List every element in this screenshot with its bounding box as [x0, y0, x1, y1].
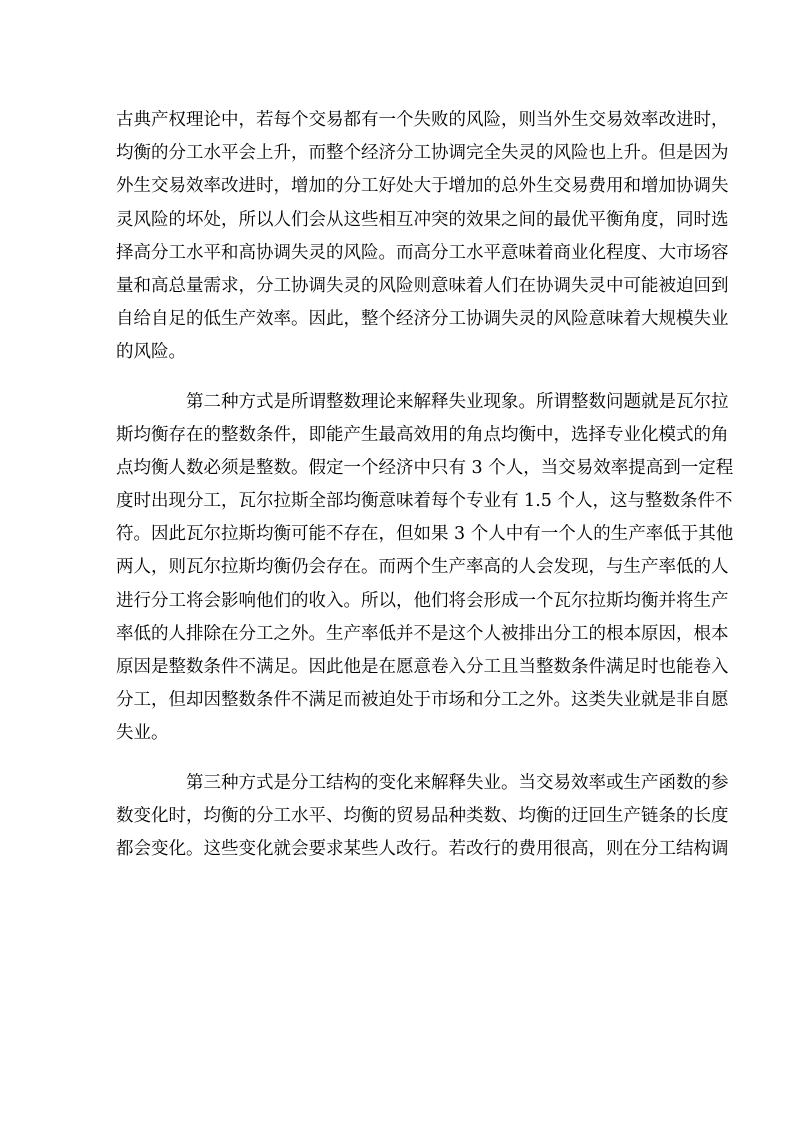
text-line: 灵风险的坏处，所以人们会从这些相互冲突的效果之间的最优平衡角度，同时选 — [116, 209, 729, 230]
text-line: 符。因此瓦尔拉斯均衡可能不存在，但如果 3 个人中有一个人的生产率低于其他 — [116, 524, 734, 545]
text-line: 都会变化。这些变化就会要求某些人改行。若改行的费用很高，则在分工结构调 — [116, 838, 729, 859]
text-line: 自给自足的低生产效率。因此，整个经济分工协调失灵的风险意味着大规模失业 — [116, 309, 729, 330]
text-line: 分工，但却因整数条件不满足而被迫处于市场和分工之外。这类失业就是非自愿 — [116, 690, 729, 711]
text-line: 失业。 — [116, 723, 169, 744]
text-line: 数变化时，均衡的分工水平、均衡的贸易品种类数、均衡的迂回生产链条的长度 — [116, 805, 729, 826]
text-line: 斯均衡存在的整数条件，即能产生最高效用的角点均衡中，选择专业化模式的角 — [116, 424, 729, 445]
body-text — [116, 104, 734, 866]
paragraph-gap — [116, 751, 678, 767]
text-line: 度时出现分工，瓦尔拉斯全部均衡意味着每个专业有 1.5 个人，这与整数条件不 — [116, 491, 733, 512]
text-line: 第三种方式是分工结构的变化来解释失业。当交易效率或生产函数的参 — [186, 772, 729, 793]
text-line: 原因是整数条件不满足。因此他是在愿意卷入分工且当整数条件满足时也能卷入 — [116, 657, 729, 677]
text-line: 率低的人排除在分工之外。生产率低并不是这个人被排出分工的根本原因，根本 — [116, 623, 729, 644]
paragraph-3 — [116, 767, 729, 867]
text-line: 择高分工水平和高协调失灵的风险。而高分工水平意味着商业化程度、大市场容 — [116, 242, 729, 263]
text-line: 点均衡人数必须是整数。假定一个经济中只有 3 个人，当交易效率提高到一定程 — [116, 457, 734, 478]
text-line: 均衡的分工水平会上升，而整个经济分工协调完全失灵的风险也上升。但是因为 — [116, 143, 729, 164]
text-line: 的风险。 — [116, 342, 186, 363]
text-line: 外生交易效率改进时，增加的分工好处大于增加的总外生交易费用和增加协调失 — [116, 176, 729, 197]
text-line: 量和高总量需求，分工协调失灵的风险则意味着人们在协调失灵中可能被迫回到 — [116, 275, 729, 296]
paragraph-gap — [116, 370, 678, 386]
paragraph-1 — [116, 104, 729, 370]
text-line: 进行分工将会影响他们的收入。所以，他们将会形成一个瓦尔拉斯均衡并将生产 — [116, 590, 729, 611]
text-line: 古典产权理论中，若每个交易都有一个失败的风险，则当外生交易效率改进时， — [116, 110, 729, 130]
text-line: 两人，则瓦尔拉斯均衡仍会存在。而两个生产率高的人会发现，与生产率低的人 — [116, 557, 729, 578]
paragraph-2 — [116, 386, 734, 751]
text-line: 第二种方式是所谓整数理论来解释失业现象。所谓整数问题就是瓦尔拉 — [186, 391, 729, 412]
